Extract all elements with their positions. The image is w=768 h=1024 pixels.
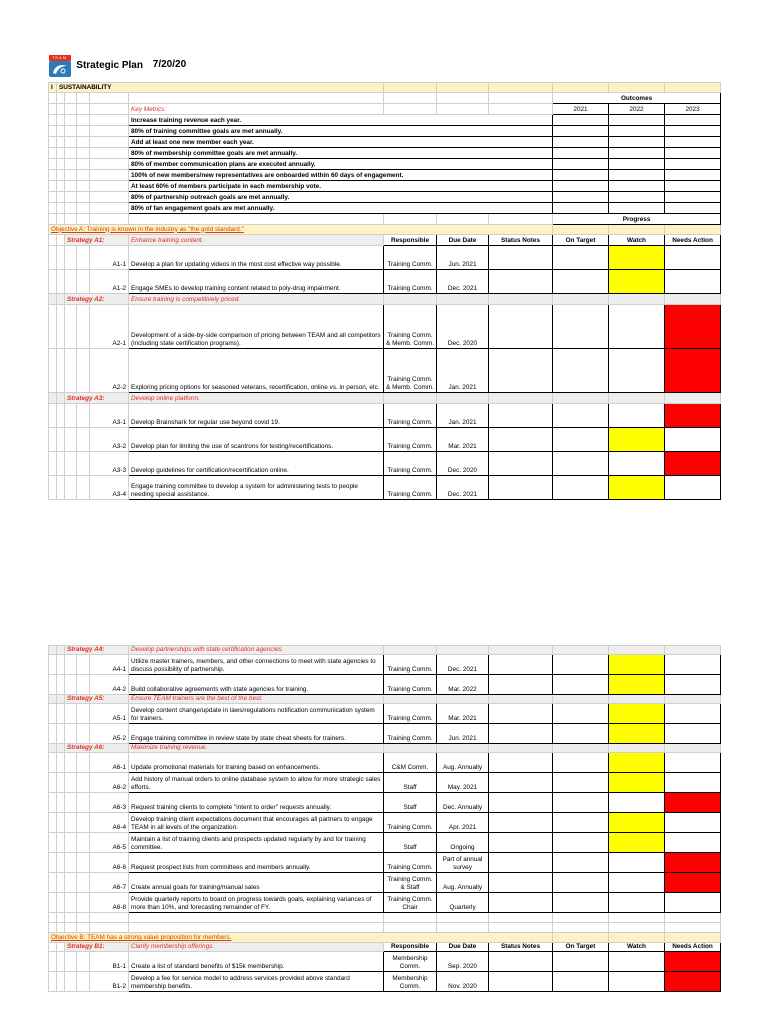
needs-action-cell <box>665 451 721 475</box>
watch-cell <box>609 427 665 451</box>
strategy-code: Strategy A5: <box>65 695 129 704</box>
strategy-title: Clarify membership offerings. <box>129 943 384 952</box>
task-due-date: Dec. 2021 <box>437 269 489 293</box>
strategy-row <box>49 695 721 704</box>
task-responsible: Training Comm. <box>384 245 437 269</box>
strategy-title: Develop partnerships with state certification agencies. <box>129 646 384 655</box>
plan-date: 7/20/20 <box>152 59 187 71</box>
on-target-cell <box>553 893 609 913</box>
task-row <box>49 893 721 913</box>
task-responsible: Training Comm. <box>384 813 437 833</box>
task-id: A6-3 <box>90 793 129 813</box>
task-responsible: Training Comm. & Staff <box>384 873 437 893</box>
task-id: B1-1 <box>90 952 129 972</box>
task-status-notes <box>489 655 553 675</box>
task-due-date: Nov. 2020 <box>437 972 489 992</box>
column-header-watch: Watch <box>609 234 665 245</box>
task-responsible: Training Comm. <box>384 724 437 744</box>
needs-action-cell <box>665 245 721 269</box>
column-header-due: Due Date <box>437 234 489 245</box>
strategy-row <box>49 744 721 753</box>
page-two <box>48 645 720 992</box>
key-metric: Increase training revenue each year. <box>129 114 553 125</box>
key-metric-row <box>49 125 721 136</box>
outcome-year: 2023 <box>665 103 721 114</box>
task-row <box>49 793 721 813</box>
key-metric: 80% of membership committee goals are met annually. <box>129 147 553 158</box>
task-responsible: Training Comm. <box>384 704 437 724</box>
task-due-date: Mar. 2022 <box>437 675 489 695</box>
task-status-notes <box>489 893 553 913</box>
on-target-cell <box>553 675 609 695</box>
task-row <box>49 348 721 392</box>
task-row <box>49 952 721 972</box>
task-responsible: Training Comm. <box>384 475 437 499</box>
needs-action-cell <box>665 348 721 392</box>
on-target-cell <box>553 269 609 293</box>
progress-row <box>49 213 721 224</box>
task-due-date: Jun. 2021 <box>437 724 489 744</box>
strategy-title: Maximize training revenue. <box>129 744 384 753</box>
watch-cell <box>609 304 665 348</box>
key-metrics-label: Key Metrics: <box>129 103 384 114</box>
task-id: A6-5 <box>90 833 129 853</box>
page-one <box>48 50 720 500</box>
strategy-row <box>49 392 721 403</box>
key-metric: At least 60% of members participate in each membership vote. <box>129 180 553 191</box>
task-due-date: Aug. Annually <box>437 873 489 893</box>
task-row <box>49 403 721 427</box>
key-metric: 80% of partnership outreach goals are met annually. <box>129 191 553 202</box>
on-target-cell <box>553 972 609 992</box>
task-status-notes <box>489 952 553 972</box>
progress-label: Progress <box>553 213 721 224</box>
team-logo <box>49 55 71 77</box>
strategy-code: Strategy A3: <box>65 392 129 403</box>
column-header-needs-action: Needs Action <box>665 943 721 952</box>
strategy-code: Strategy A4: <box>65 646 129 655</box>
task-responsible: Training Comm. <box>384 451 437 475</box>
spacer-row <box>49 913 721 923</box>
task-row <box>49 675 721 695</box>
task-responsible: Training Comm. Chair <box>384 893 437 913</box>
task-due-date: Jan. 2021 <box>437 403 489 427</box>
on-target-cell <box>553 952 609 972</box>
on-target-cell <box>553 348 609 392</box>
task-description: Build collaborative agreements with state agencies for training. <box>129 675 384 695</box>
task-responsible: Training Comm. <box>384 655 437 675</box>
on-target-cell <box>553 704 609 724</box>
on-target-cell <box>553 475 609 499</box>
column-header-due: Due Date <box>437 943 489 952</box>
task-description: Request training clients to complete "intent to order" requests annually. <box>129 793 384 813</box>
needs-action-cell <box>665 972 721 992</box>
on-target-cell <box>553 245 609 269</box>
task-responsible: Membership Comm. <box>384 972 437 992</box>
strategy-row <box>49 943 721 952</box>
on-target-cell <box>553 813 609 833</box>
on-target-cell <box>553 403 609 427</box>
task-due-date: Jan. 2021 <box>437 348 489 392</box>
column-header-needs-action: Needs Action <box>665 234 721 245</box>
strategy-row <box>49 234 721 245</box>
task-due-date: Ongoing <box>437 833 489 853</box>
task-status-notes <box>489 773 553 793</box>
task-description: Update promotional materials for training based on enhancements. <box>129 753 384 773</box>
strategy-title: Develop online platform. <box>129 392 384 403</box>
task-due-date: Apr. 2021 <box>437 813 489 833</box>
task-id: A6-6 <box>90 853 129 873</box>
task-description: Engage training committee to develop a system for administering tests to people needing special assistance. <box>129 475 384 499</box>
watch-cell <box>609 813 665 833</box>
key-metric: Add at least one new member each year. <box>129 136 553 147</box>
strategy-code: Strategy A1: <box>65 234 129 245</box>
watch-cell <box>609 675 665 695</box>
key-metric-row <box>49 147 721 158</box>
column-header-notes: Status Notes <box>489 943 553 952</box>
task-responsible: Training Comm. & Memb. Comm. <box>384 348 437 392</box>
task-responsible: C&M Comm. <box>384 753 437 773</box>
task-status-notes <box>489 793 553 813</box>
task-responsible: Training Comm. <box>384 427 437 451</box>
task-due-date: Dec. 2021 <box>437 475 489 499</box>
column-header-notes: Status Notes <box>489 234 553 245</box>
task-status-notes <box>489 704 553 724</box>
key-metric-row <box>49 158 721 169</box>
column-header-on-target: On Target <box>553 234 609 245</box>
strategy-code: Strategy B1: <box>65 943 129 952</box>
section-name: SUSTAINABILITY <box>57 82 384 92</box>
task-responsible: Training Comm. <box>384 403 437 427</box>
task-row <box>49 773 721 793</box>
task-responsible: Membership Comm. <box>384 952 437 972</box>
needs-action-cell <box>665 753 721 773</box>
on-target-cell <box>553 451 609 475</box>
task-id: A1-1 <box>90 245 129 269</box>
key-metric: 80% of fan engagement goals are met annually. <box>129 202 553 213</box>
task-row <box>49 451 721 475</box>
watch-cell <box>609 403 665 427</box>
needs-action-cell <box>665 427 721 451</box>
task-status-notes <box>489 304 553 348</box>
task-id: A3-2 <box>90 427 129 451</box>
task-id: A2-1 <box>90 304 129 348</box>
strategy-title: Ensure TEAM trainers are the best of the best. <box>129 695 384 704</box>
needs-action-cell <box>665 475 721 499</box>
task-row <box>49 655 721 675</box>
task-description: Develop training client expectations document that encourages all partners to engage TEAM in all levels of the organization. <box>129 813 384 833</box>
task-row <box>49 427 721 451</box>
task-status-notes <box>489 475 553 499</box>
strategy-title: Ensure training is competitively priced. <box>129 293 384 304</box>
task-description: Develop content change/update in laws/regulations notification communication system for trainers. <box>129 704 384 724</box>
task-id: A6-2 <box>90 773 129 793</box>
task-due-date: May. 2021 <box>437 773 489 793</box>
task-due-date: Mar. 2021 <box>437 704 489 724</box>
strategy-row <box>49 293 721 304</box>
task-status-notes <box>489 245 553 269</box>
task-status-notes <box>489 724 553 744</box>
key-metric-row <box>49 136 721 147</box>
task-status-notes <box>489 348 553 392</box>
task-responsible: Staff <box>384 793 437 813</box>
title-row <box>49 50 721 82</box>
task-description: Develop Brainshark for regular use beyond covid 19. <box>129 403 384 427</box>
task-status-notes <box>489 451 553 475</box>
task-description: Develop a plan for updating videos in the most cost effective way possible. <box>129 245 384 269</box>
plan-table-page-two <box>48 645 721 992</box>
needs-action-cell <box>665 675 721 695</box>
watch-cell <box>609 245 665 269</box>
logo-text: TEAM <box>49 55 71 61</box>
key-metric-row <box>49 169 721 180</box>
key-metric: 80% of member communication plans are executed annually. <box>129 158 553 169</box>
task-status-notes <box>489 427 553 451</box>
page-title: Strategic Plan <box>76 59 143 71</box>
task-description: Maintain a list of training clients and prospects updated regularly by and for training committee. <box>129 833 384 853</box>
on-target-cell <box>553 655 609 675</box>
task-id: A1-2 <box>90 269 129 293</box>
key-metric: 100% of new members/new representatives are onboarded within 60 days of engagement. <box>129 169 553 180</box>
task-description: Request prospect lists from committees and members annually. <box>129 853 384 873</box>
task-row <box>49 873 721 893</box>
task-status-notes <box>489 269 553 293</box>
column-header-responsible: Responsible <box>384 943 437 952</box>
watch-cell <box>609 348 665 392</box>
objective-a: Objective A: Training is known in the industry as "the gold standard." <box>49 224 553 234</box>
outcomes-label: Outcomes <box>553 92 721 103</box>
watch-cell <box>609 873 665 893</box>
key-metric-row <box>49 191 721 202</box>
task-due-date: Dec. 2021 <box>437 655 489 675</box>
spacer-row <box>49 923 721 933</box>
task-status-notes <box>489 853 553 873</box>
on-target-cell <box>553 724 609 744</box>
objective-row <box>49 224 721 234</box>
on-target-cell <box>553 753 609 773</box>
task-row <box>49 853 721 873</box>
column-header-responsible: Responsible <box>384 234 437 245</box>
needs-action-cell <box>665 704 721 724</box>
task-row <box>49 972 721 992</box>
task-id: A4-2 <box>90 675 129 695</box>
logo-emblem-icon <box>49 61 71 77</box>
column-header-on-target: On Target <box>553 943 609 952</box>
on-target-cell <box>553 773 609 793</box>
section-number: I <box>49 82 57 92</box>
task-responsible: Training Comm. <box>384 269 437 293</box>
task-due-date: Dec. 2020 <box>437 304 489 348</box>
task-responsible: Training Comm. <box>384 675 437 695</box>
outcomes-header-row <box>49 92 721 103</box>
on-target-cell <box>553 427 609 451</box>
task-id: A3-1 <box>90 403 129 427</box>
task-status-notes <box>489 873 553 893</box>
task-description: Engage training committee in review state by state cheat sheets for trainers. <box>129 724 384 744</box>
task-status-notes <box>489 813 553 833</box>
needs-action-cell <box>665 773 721 793</box>
task-responsible: Staff <box>384 833 437 853</box>
task-description: Create annual goals for training/manual sales <box>129 873 384 893</box>
column-header-watch: Watch <box>609 943 665 952</box>
needs-action-cell <box>665 853 721 873</box>
task-status-notes <box>489 753 553 773</box>
task-id: A3-4 <box>90 475 129 499</box>
needs-action-cell <box>665 952 721 972</box>
watch-cell <box>609 451 665 475</box>
strategy-title: Enhance training content. <box>129 234 384 245</box>
task-due-date: Mar. 2021 <box>437 427 489 451</box>
task-row <box>49 724 721 744</box>
task-due-date: Quarterly <box>437 893 489 913</box>
on-target-cell <box>553 833 609 853</box>
task-responsible: Staff <box>384 773 437 793</box>
task-row <box>49 269 721 293</box>
watch-cell <box>609 952 665 972</box>
task-id: A2-2 <box>90 348 129 392</box>
task-row <box>49 475 721 499</box>
strategy-code: Strategy A6: <box>65 744 129 753</box>
task-row <box>49 813 721 833</box>
task-id: B1-2 <box>90 972 129 992</box>
needs-action-cell <box>665 304 721 348</box>
watch-cell <box>609 475 665 499</box>
needs-action-cell <box>665 793 721 813</box>
watch-cell <box>609 753 665 773</box>
section-row <box>49 82 721 92</box>
task-id: A6-7 <box>90 873 129 893</box>
needs-action-cell <box>665 724 721 744</box>
needs-action-cell <box>665 813 721 833</box>
watch-cell <box>609 655 665 675</box>
strategy-code: Strategy A2: <box>65 293 129 304</box>
key-metric-row <box>49 114 721 125</box>
task-row <box>49 753 721 773</box>
on-target-cell <box>553 304 609 348</box>
objective-row <box>49 933 721 943</box>
outcome-year: 2022 <box>609 103 665 114</box>
task-description: Develop plan for limiting the use of scantrons for testing/recertifications. <box>129 427 384 451</box>
task-due-date: Aug. Annually <box>437 753 489 773</box>
key-metric-row <box>49 202 721 213</box>
task-description: Develop a fee for service model to address services provided above standard membership benefits. <box>129 972 384 992</box>
task-id: A4-1 <box>90 655 129 675</box>
task-description: Provide quarterly reports to board on progress towards goals, explaining variances of more than 10%, and forecasting remainder of FY. <box>129 893 384 913</box>
task-description: Exploring pricing options for seasoned veterans, recertification, online vs. in person, etc. <box>129 348 384 392</box>
on-target-cell <box>553 793 609 813</box>
task-row <box>49 833 721 853</box>
outcome-year: 2021 <box>553 103 609 114</box>
key-metrics-label-row <box>49 103 721 114</box>
task-description: Engage SMEs to develop training content related to poly-drug impairment. <box>129 269 384 293</box>
task-status-notes <box>489 403 553 427</box>
task-description: Development of a side-by-side comparison of pricing between TEAM and all competitors (including state certification programs). <box>129 304 384 348</box>
task-responsible: Training Comm. & Memb. Comm. <box>384 304 437 348</box>
watch-cell <box>609 773 665 793</box>
task-id: A5-1 <box>90 704 129 724</box>
task-due-date: Jun. 2021 <box>437 245 489 269</box>
task-due-date: Dec. Annually <box>437 793 489 813</box>
watch-cell <box>609 269 665 293</box>
plan-table-top <box>48 50 721 500</box>
task-due-date: Dec. 2020 <box>437 451 489 475</box>
watch-cell <box>609 972 665 992</box>
needs-action-cell <box>665 269 721 293</box>
task-row <box>49 704 721 724</box>
needs-action-cell <box>665 893 721 913</box>
task-description: Add history of manual orders to online database system to allow for more strategic sales efforts. <box>129 773 384 793</box>
task-due-date: Sep. 2020 <box>437 952 489 972</box>
task-status-notes <box>489 972 553 992</box>
watch-cell <box>609 724 665 744</box>
task-row <box>49 245 721 269</box>
task-id: A3-3 <box>90 451 129 475</box>
on-target-cell <box>553 853 609 873</box>
watch-cell <box>609 704 665 724</box>
strategy-row <box>49 646 721 655</box>
objective-b: Objective B: TEAM has a strong value proposition for members. <box>49 933 553 943</box>
watch-cell <box>609 853 665 873</box>
watch-cell <box>609 833 665 853</box>
task-description: Create a list of standard benefits of $15k membership. <box>129 952 384 972</box>
task-responsible: Training Comm. <box>384 853 437 873</box>
task-id: A5-2 <box>90 724 129 744</box>
task-due-date: Part of annual survey <box>437 853 489 873</box>
key-metric-row <box>49 180 721 191</box>
task-status-notes <box>489 675 553 695</box>
needs-action-cell <box>665 655 721 675</box>
task-row <box>49 304 721 348</box>
watch-cell <box>609 893 665 913</box>
task-description: Develop guidelines for certification/recertification online. <box>129 451 384 475</box>
needs-action-cell <box>665 833 721 853</box>
task-id: A6-4 <box>90 813 129 833</box>
task-description: Utilize master trainers, members, and other connections to meet with state agencies to discuss possibility of partnership. <box>129 655 384 675</box>
key-metric: 80% of training committee goals are met annually. <box>129 125 553 136</box>
watch-cell <box>609 793 665 813</box>
on-target-cell <box>553 873 609 893</box>
needs-action-cell <box>665 873 721 893</box>
task-id: A6-8 <box>90 893 129 913</box>
task-id: A6-1 <box>90 753 129 773</box>
task-status-notes <box>489 833 553 853</box>
needs-action-cell <box>665 403 721 427</box>
